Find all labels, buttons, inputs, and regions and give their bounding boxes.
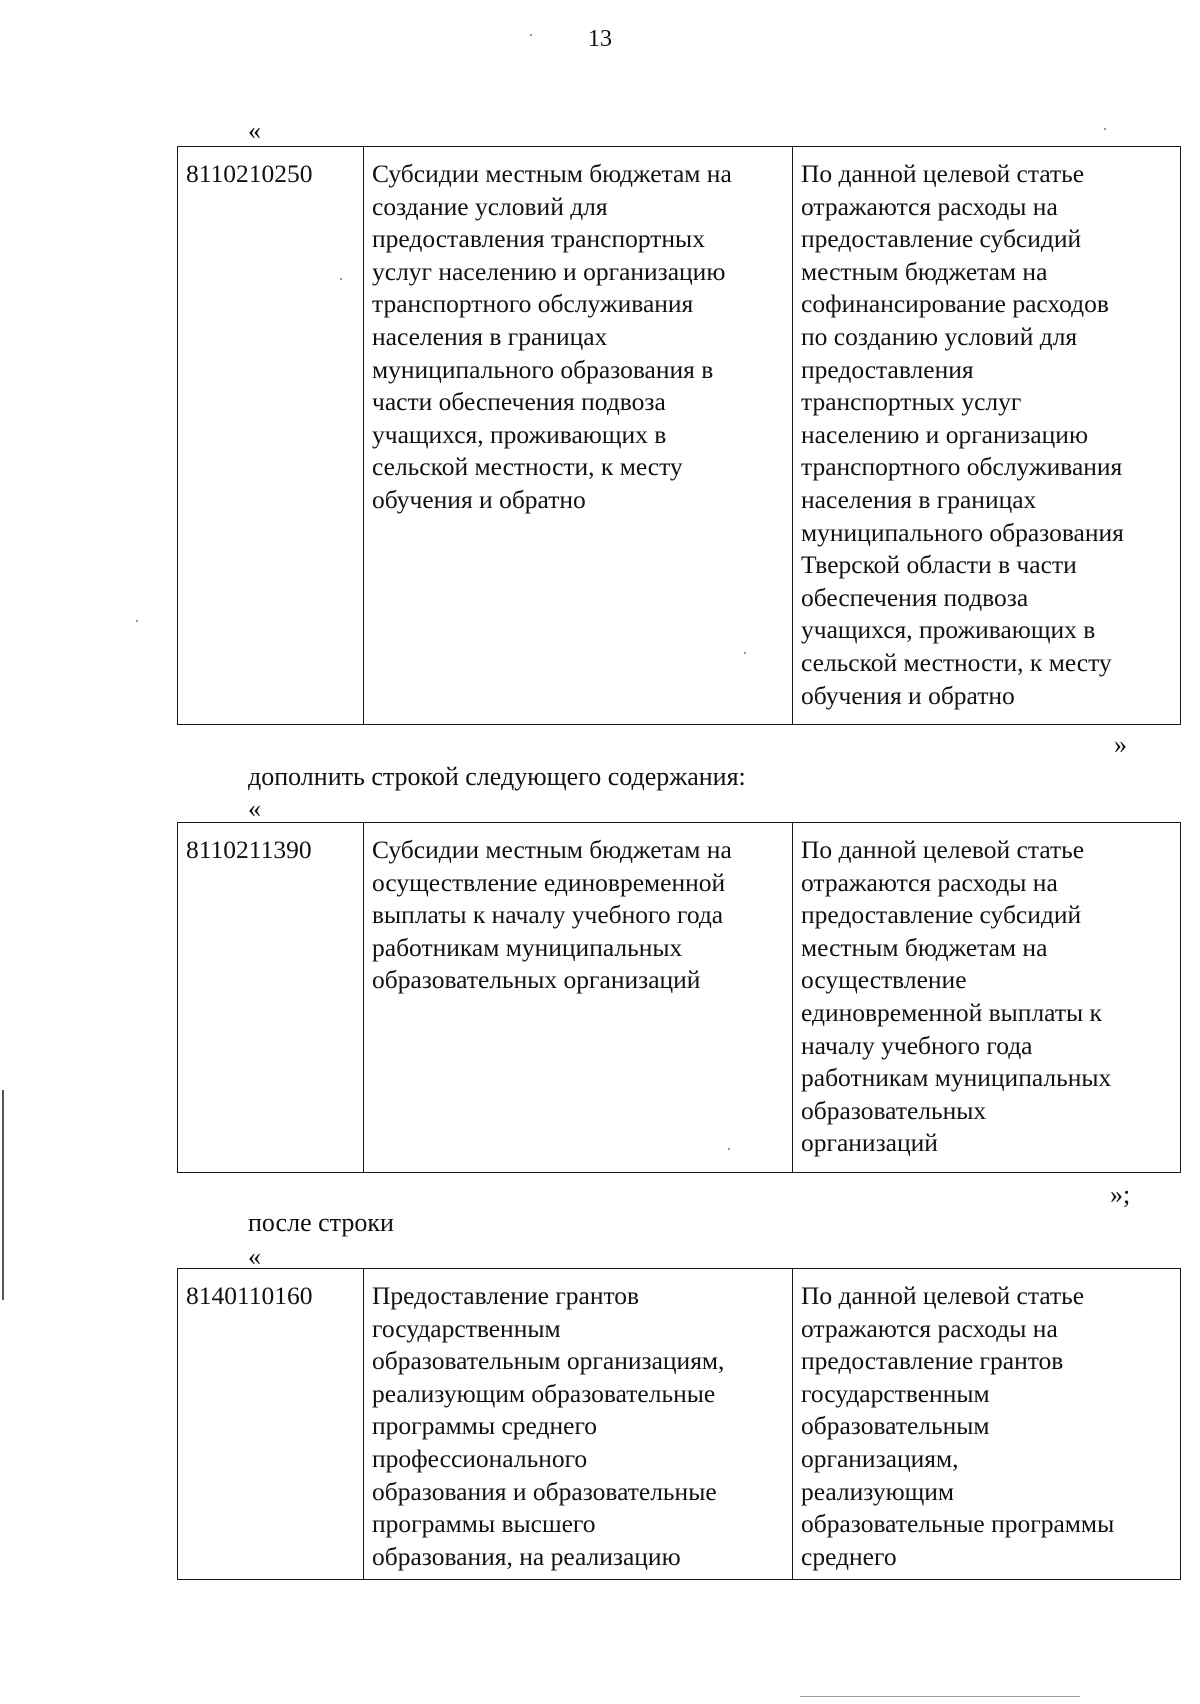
scan-speck	[728, 1148, 730, 1150]
scan-speck	[136, 620, 138, 622]
scan-speck	[340, 278, 342, 280]
scan-edge-mark	[800, 1696, 1080, 1697]
budget-row-table-3	[177, 1268, 1181, 1580]
row-description-cell: По данной целевой статье отражаются расходы на предоставление субсидий местным бюджетам на софинансирование расходов по созданию условий для предоставления транспортных услуг населению и организацию транспортного обслуживания населения в границах муниципального образования Тверской области в части обеспечения подвоза учащихся, проживающих в сельской местности, к месту обучения и обратно	[793, 147, 1181, 725]
scan-edge-mark	[2, 1090, 4, 1300]
scan-speck	[744, 652, 746, 654]
open-quote-1: «	[248, 116, 261, 145]
amendment-instruction-text: дополнить строкой следующего содержания:	[248, 762, 746, 791]
row-name-cell: Субсидии местным бюджетам на создание условий для предоставления транспортных услуг населению и организацию транспортного обслуживания населения в границах муниципального образования в части обеспечения подвоза учащихся, проживающих в сельской местности, к месту обучения и обратно	[364, 147, 793, 725]
scan-speck	[530, 34, 532, 36]
table-row	[178, 147, 1181, 725]
row-code-cell: 8140110160	[178, 1269, 364, 1580]
row-description-cell: По данной целевой статье отражаются расходы на предоставление грантов государственным образовательным организациям, реализующим образовательные программы среднего	[793, 1269, 1181, 1580]
table-row	[178, 1269, 1181, 1580]
row-name-cell: Предоставление грантов государственным образовательным организациям, реализующим образовательные программы среднего профессионального образования и образовательные программы высшего образования, на реализацию	[364, 1269, 793, 1580]
close-quote-1: »	[1114, 730, 1127, 759]
after-row-text: после строки	[248, 1208, 394, 1237]
row-code-cell: 8110210250	[178, 147, 364, 725]
close-quote-2: »;	[1110, 1180, 1131, 1209]
open-quote-2: «	[248, 794, 261, 823]
row-description-cell: По данной целевой статье отражаются расходы на предоставление субсидий местным бюджетам на осуществление единовременной выплаты к началу учебного года работникам муниципальных образовательных организаций	[793, 823, 1181, 1173]
budget-row-table-1	[177, 146, 1181, 725]
scan-speck	[1104, 128, 1106, 130]
row-code-cell: 8110211390	[178, 823, 364, 1173]
budget-row-table-2	[177, 822, 1181, 1173]
open-quote-3: «	[248, 1242, 261, 1271]
page-number: 13	[588, 26, 612, 52]
row-name-cell: Субсидии местным бюджетам на осуществление единовременной выплаты к началу учебного года работникам муниципальных образовательных организаций	[364, 823, 793, 1173]
table-row	[178, 823, 1181, 1173]
